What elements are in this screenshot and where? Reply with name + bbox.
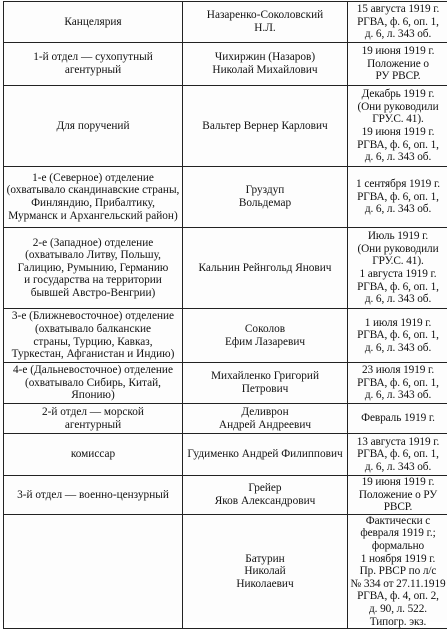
unit-text: 1-е (Северное) отделение (охватывало скандинавские страны, Финляндию, Прибалтику, Мурманск и Архангельский район) [6, 172, 180, 222]
source-text: 19 июня 1919 г. Положение о РУ РВСР. [350, 45, 446, 83]
table-row [4, 86, 447, 167]
table-row [4, 43, 447, 86]
source-cell [348, 476, 447, 515]
unit-cell [4, 434, 183, 476]
source-text: 15 августа 1919 г. РГВА, ф. 6, оп. 1, д. 6, л. 343 об. [350, 3, 446, 41]
head-cell [183, 434, 348, 476]
source-cell [348, 404, 447, 434]
table-row [4, 309, 447, 363]
head-text: Батурин Николай Николаевич [185, 553, 345, 591]
head-cell [183, 228, 348, 309]
source-text: Июль 1919 г. (Они руководили ГРУ.С. 41). 1 августа 1919 г. РГВА, ф. 6, оп. 1, д. 6, л. 343 об. [350, 230, 446, 306]
unit-text: 1-й отдел — сухопутный агентурный [6, 51, 180, 76]
unit-cell [4, 363, 183, 404]
unit-text: 2-й отдел — морской агентурный [6, 406, 180, 431]
table-row [4, 363, 447, 404]
head-cell [183, 167, 348, 228]
source-cell [348, 363, 447, 404]
source-cell [348, 167, 447, 228]
head-text: Гудименко Андрей Филиппович [185, 448, 345, 461]
head-text: Грейер Яков Александрович [185, 482, 345, 507]
table-row [4, 514, 447, 628]
source-cell [348, 2, 447, 43]
table-row [4, 476, 447, 515]
source-text: 19 июня 1919 г. Положение о РУ РВСР. [350, 476, 446, 514]
unit-text: 4-е (Дальневосточное) отделение (охватывало Сибирь, Китай, Японию) [6, 364, 180, 402]
unit-cell [4, 43, 183, 86]
head-text: Вальтер Вернер Карлович [185, 120, 345, 133]
head-text: Деливрон Андрей Андреевич [185, 406, 345, 431]
source-cell [348, 43, 447, 86]
unit-cell [4, 476, 183, 515]
table-row [4, 404, 447, 434]
head-text: Чихиржин (Назаров) Николай Михайлович [185, 51, 345, 76]
head-cell [183, 86, 348, 167]
source-cell [348, 86, 447, 167]
source-text: Февраль 1919 г. [350, 412, 446, 425]
head-cell [183, 514, 348, 628]
unit-text: 2-е (Западное) отделение (охватывало Литву, Польшу, Галицию, Румынию, Германию и государства на территории бывшей Австро-Венгрии) [6, 237, 180, 300]
head-cell [183, 2, 348, 43]
head-cell [183, 363, 348, 404]
table-row [4, 228, 447, 309]
staff-table [3, 1, 447, 629]
source-text: 23 июля 1919 г. РГВА, ф. 6, оп. 1, д. 6, л. 343 об. [350, 364, 446, 402]
head-cell [183, 309, 348, 363]
head-text: Назаренко-Соколовский Н.Л. [185, 9, 345, 34]
unit-cell [4, 86, 183, 167]
unit-text: комиссар [6, 448, 180, 461]
source-text: 13 августа 1919 г. РГВА, ф. 6, оп. 1, д. 6, л. 343 об. [350, 436, 446, 474]
source-cell [348, 434, 447, 476]
unit-cell [4, 2, 183, 43]
table-row [4, 167, 447, 228]
table-row [4, 434, 447, 476]
head-text: Соколов Ефим Лазаревич [185, 323, 345, 348]
head-cell [183, 476, 348, 515]
unit-cell [4, 514, 183, 628]
source-cell [348, 514, 447, 628]
unit-cell [4, 167, 183, 228]
source-text: 1 сентября 1919 г. РГВА, ф. 6, оп. 1, д. 6, л. 343 об. [350, 178, 446, 216]
unit-cell [4, 404, 183, 434]
unit-cell [4, 228, 183, 309]
unit-cell [4, 309, 183, 363]
head-cell [183, 43, 348, 86]
head-text: Михайленко Григорий Петрович [185, 370, 345, 395]
source-text: Декабрь 1919 г. (Они руководили ГРУ.С. 41). 19 июня 1919 г. РГВА, ф. 6, оп. 1, д. 6, л. 343 об. [350, 88, 446, 164]
source-cell [348, 228, 447, 309]
unit-text: 3-й отдел — военно-цензурный [6, 489, 180, 502]
source-text: 1 июля 1919 г. РГВА, ф. 6, оп. 1, д. 6, л. 343 об. [350, 317, 446, 355]
unit-text: Канцелярия [6, 16, 180, 29]
head-text: Кальнин Рейнгольд Янович [185, 262, 345, 275]
unit-text: 3-е (Ближневосточное) отделение (охватывало балканские страны, Турцию, Кавказ, Туркестан, Афганистан и Индию) [6, 310, 180, 360]
unit-text: Для поручений [6, 120, 180, 133]
source-text: Фактически с февраля 1919 г.; формально 1 ноября 1919 г. Пр. РВСР по л/с № 334 от 27.11.1919 РГВА, ф. 4, оп. 2, д. 90, л. 522. Типогр. экз. [350, 515, 446, 628]
head-cell [183, 404, 348, 434]
source-cell [348, 309, 447, 363]
table-row [4, 2, 447, 43]
head-text: Груздуп Вольдемар [185, 184, 345, 209]
